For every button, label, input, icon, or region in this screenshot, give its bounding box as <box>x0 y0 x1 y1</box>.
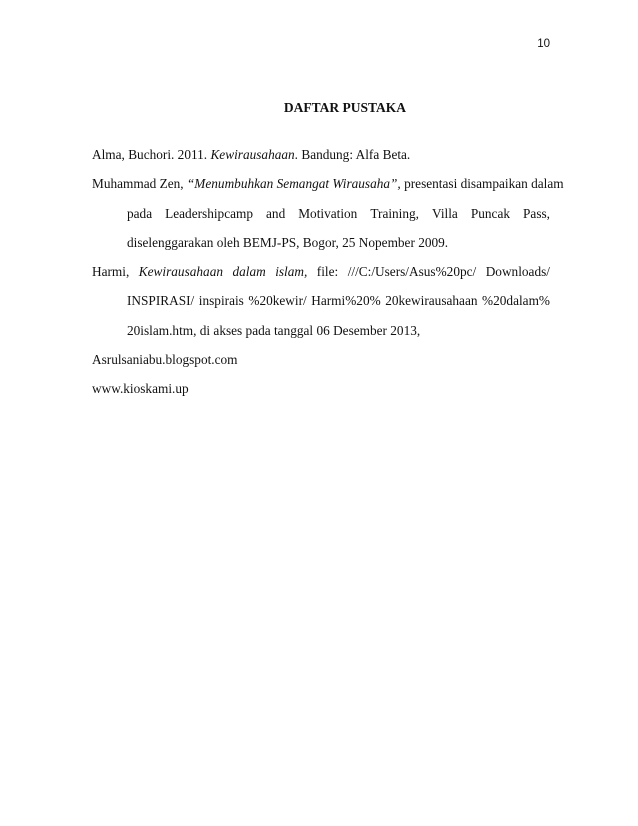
reference-entry-kioskami <box>92 374 550 403</box>
reference-word: ///C:/Users/Asus%20pc/ <box>347 264 477 280</box>
reference-author: Alma, Buchori. 2011. <box>92 147 211 162</box>
reference-word: and <box>266 205 286 221</box>
reference-author: Harmi, <box>92 264 130 280</box>
reference-entry-zen <box>92 169 564 257</box>
reference-line: 20islam.htm, di akses pada tanggal 06 Desember 2013, <box>127 322 421 338</box>
reference-entry-alma <box>92 140 550 169</box>
reference-word: Pass, <box>523 205 550 221</box>
reference-line <box>92 199 550 228</box>
reference-detail: presentasi disampaikan dalam <box>400 176 564 192</box>
reference-word: %20kewir/ <box>248 293 307 309</box>
reference-line <box>92 169 564 198</box>
reference-title-word: Kewirausahaan <box>138 264 223 280</box>
reference-line: Asrulsaniabu.blogspot.com <box>92 352 238 368</box>
reference-title-word: dalam <box>232 264 266 280</box>
reference-line <box>92 257 550 286</box>
page-title: DAFTAR PUSTAKA <box>283 100 407 115</box>
reference-word: Downloads/ <box>485 264 550 280</box>
reference-title: “Menumbuhkan Semangat Wirausaha”, <box>186 176 401 192</box>
reference-line: diselenggarakan oleh BEMJ-PS, Bogor, 25 Nopember 2009. <box>127 234 449 250</box>
reference-title-word: islam, <box>275 264 308 280</box>
reference-entry-harmi <box>92 257 550 345</box>
reference-word: Training, <box>370 205 420 221</box>
reference-publisher: . Bandung: Alfa Beta. <box>294 147 411 162</box>
reference-word: %20dalam% <box>482 293 550 309</box>
reference-word: 20kewirausahaan <box>385 293 478 309</box>
reference-list <box>92 140 564 404</box>
page-number: 10 <box>537 38 550 50</box>
reference-line <box>92 286 550 315</box>
reference-word: file: <box>316 264 339 280</box>
reference-line: www.kioskami.up <box>92 381 189 397</box>
reference-title: Kewirausahaan <box>210 147 295 162</box>
reference-word: Villa <box>432 205 458 221</box>
reference-line <box>92 140 550 169</box>
reference-word: INSPIRASI/ <box>127 293 195 309</box>
reference-word: inspirais <box>198 293 244 309</box>
reference-word: Motivation <box>298 205 358 221</box>
reference-word: Harmi%20% <box>311 293 381 309</box>
reference-author: Muhammad Zen, <box>92 176 187 192</box>
reference-word: pada <box>127 205 153 221</box>
reference-word: Leadershipcamp <box>165 205 253 221</box>
reference-entry-blog <box>92 345 550 374</box>
reference-word: Puncak <box>470 205 510 221</box>
